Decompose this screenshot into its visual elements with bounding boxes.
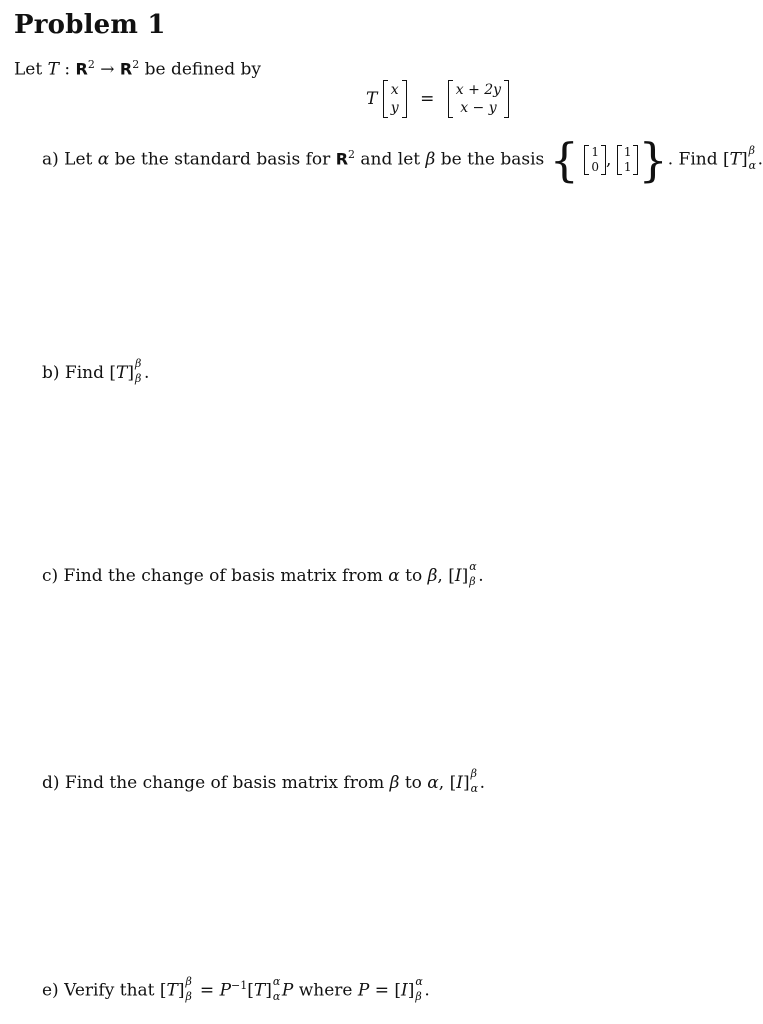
output-vector: x + 2y x − y	[448, 80, 509, 118]
question-a: a) Let α be the standard basis for $R^2$ and let β be the basis { 1 0 , 1 1 }. Find [T] β α .	[42, 133, 763, 187]
basis-vector-2: 1 1	[617, 145, 639, 175]
question-e: e) Verify that [T] β β = $P^{-1}[T]$ α α P where P = [I] α β .	[42, 974, 430, 1003]
input-vector: x y	[383, 80, 407, 118]
problem-intro: Let T : $R^2 \to R^2$ be defined by	[14, 58, 262, 80]
question-c: c) Find the change of basis matrix from α to β, [I] α β .	[42, 560, 484, 588]
definition-equation: T x y = x + 2y x − y	[366, 80, 509, 118]
question-d: d) Find the change of basis matrix from β to α, [I] β α .	[42, 767, 485, 795]
basis-vector-1: 1 0	[584, 145, 606, 175]
page-title: Problem 1	[14, 10, 166, 40]
basis-close-brace: }	[638, 133, 668, 187]
basis-open-brace: {	[549, 133, 579, 187]
question-b: b) Find [T] β β .	[42, 357, 150, 385]
